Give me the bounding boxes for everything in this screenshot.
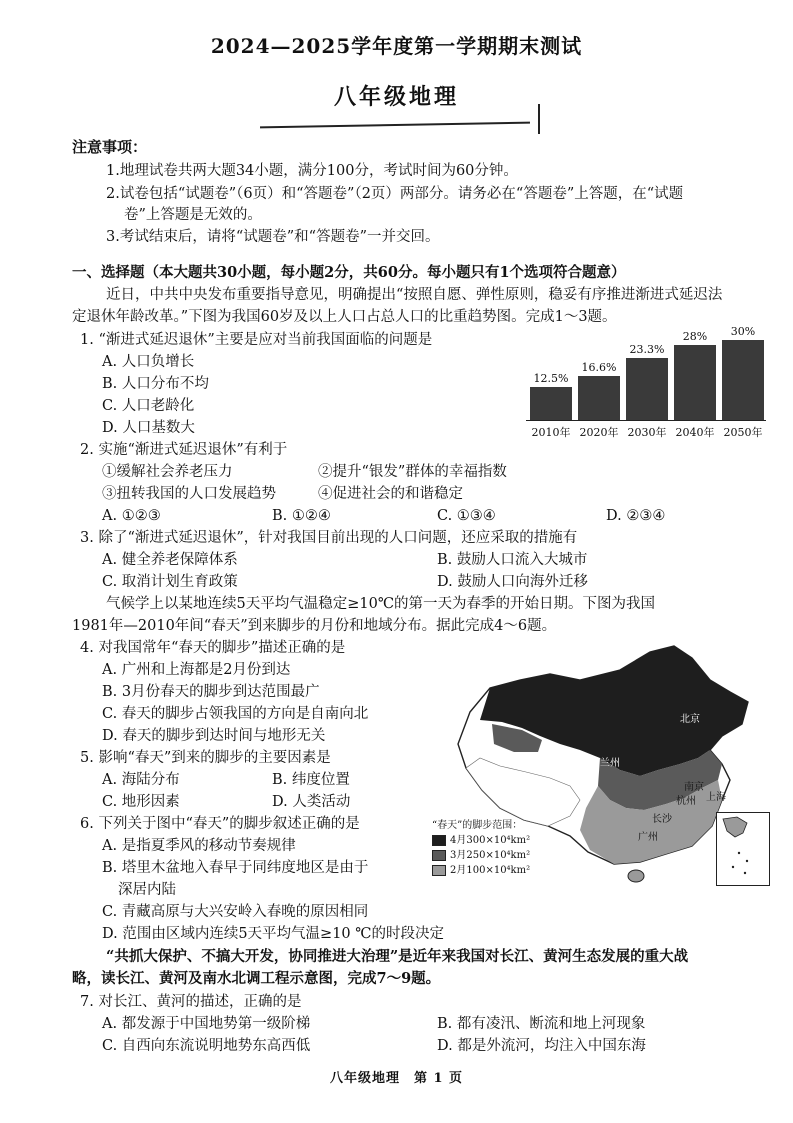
notice-heading: 注意事项： xyxy=(72,138,148,156)
city-label: 北京 xyxy=(680,714,700,725)
decorative-line xyxy=(260,122,530,129)
option: C. 春天的脚步占领我国的方向是自南向北 xyxy=(102,706,369,722)
question-stem: 6. 下列关于图中“春天”的脚步叙述正确的是 xyxy=(80,816,360,832)
choice: ②提升“银发”群体的幸福指数 xyxy=(318,464,507,480)
bar-value-label: 23.3% xyxy=(629,343,665,356)
legend-item xyxy=(432,863,530,878)
option: B. 鼓励人口流入大城市 xyxy=(437,552,588,568)
chart-baseline xyxy=(526,420,766,421)
option: C. 青藏高原与大兴安岭入春晚的原因相同 xyxy=(102,904,369,920)
option: A. 健全养老保障体系 xyxy=(102,552,238,568)
legend-title: “春天”的脚步范围： xyxy=(432,820,523,831)
option: C. ①③④ xyxy=(437,508,496,524)
inset-island xyxy=(738,852,740,854)
city-label: 兰州 xyxy=(600,758,620,769)
option: A. 海陆分布 xyxy=(102,772,180,788)
x-tick-label: 2050年 xyxy=(723,426,763,439)
legend-label: 3月250×10⁴km² xyxy=(450,850,531,861)
city-label: 杭州 xyxy=(676,796,696,807)
x-tick-label: 2010年 xyxy=(531,426,571,439)
city-label: 上海 xyxy=(706,792,726,803)
inset-island xyxy=(732,866,734,868)
intro-text: 略，读长江、黄河及南水北调工程示意图，完成7～9题。 xyxy=(72,970,441,987)
option: B. 都有凌汛、断流和地上河现象 xyxy=(437,1016,646,1032)
option: D. 范围由区域内连续5天平均气温≥10 ℃的时段决定 xyxy=(102,926,444,942)
inset-graphic xyxy=(717,813,769,885)
inset-island xyxy=(746,860,748,862)
question-stem: 1. “渐进式延迟退休”主要是应对当前我国面临的问题是 xyxy=(80,332,433,348)
legend-swatch xyxy=(432,865,446,876)
bar-value-label: 28% xyxy=(682,330,708,343)
chart-bar xyxy=(626,358,668,420)
bar-value-label: 30% xyxy=(730,325,756,338)
inset-coast xyxy=(723,817,747,837)
option: A. 是指夏季风的移动节奏规律 xyxy=(102,838,296,854)
intro-text: 近日，中共中央发布重要指导意见，明确提出“按照自愿、弹性原则，稳妥有序推进渐进式延迟法 xyxy=(106,287,723,303)
legend-label: 2月100×10⁴km² xyxy=(450,865,531,876)
notice-item: 1.地理试卷共两大题34小题，满分100分，考试时间为60分钟。 xyxy=(106,163,518,179)
option: D. 人类活动 xyxy=(272,794,351,810)
city-label: 广州 xyxy=(638,832,658,843)
legend-label: 4月300×10⁴km² xyxy=(450,835,531,846)
option: D. 人口基数大 xyxy=(102,420,195,436)
option: C. 自西向东流说明地势东高西低 xyxy=(102,1038,311,1054)
option: A. 都发源于中国地势第一级阶梯 xyxy=(102,1016,311,1032)
bar-value-label: 16.6% xyxy=(581,361,617,374)
intro-text: “共抓大保护、不搞大开发，协同推进大治理”是近年来我国对长江、黄河生态发展的重大战 xyxy=(106,948,689,965)
x-tick-label: 2020年 xyxy=(579,426,619,439)
question-stem: 3. 除了“渐进式延迟退休”，针对我国目前出现的人口问题，还应采取的措施有 xyxy=(80,530,578,546)
section-heading: 一、选择题（本大题共30小题，每小题2分，共60分。每小题只有1个选项符合题意） xyxy=(72,264,626,281)
chart-bar xyxy=(578,376,620,420)
bar-value-label: 12.5% xyxy=(533,372,569,385)
question-stem: 7. 对长江、黄河的描述，正确的是 xyxy=(80,994,302,1010)
option: B. 纬度位置 xyxy=(272,772,350,788)
choice: ③扭转我国的人口发展趋势 xyxy=(102,486,276,502)
question-stem: 5. 影响“春天”到来的脚步的主要因素是 xyxy=(80,750,331,766)
hainan-island xyxy=(628,870,644,882)
option: D. ②③④ xyxy=(606,508,666,524)
x-tick-label: 2030年 xyxy=(627,426,667,439)
option: C. 取消计划生育政策 xyxy=(102,574,238,590)
legend-item xyxy=(432,833,530,848)
legend-swatch xyxy=(432,850,446,861)
map-legend xyxy=(432,818,530,878)
chart-bar xyxy=(674,345,716,420)
question-stem: 4. 对我国常年“春天的脚步”描述正确的是 xyxy=(80,640,346,656)
page-footer: 八年级地理 第 1 页 xyxy=(329,1071,464,1086)
chart-bar xyxy=(530,387,572,420)
decorative-line xyxy=(538,104,540,134)
question-stem: 2. 实施“渐进式延迟退休”有利于 xyxy=(80,442,288,458)
city-label: 长沙 xyxy=(652,814,672,825)
option: 深居内陆 xyxy=(118,882,176,898)
notice-item: 3.考试结束后，请将“试题卷”和“答题卷”一并交回。 xyxy=(106,229,440,245)
intro-text: 气候学上以某地连续5天平均气温稳定≥10℃的第一天为春季的开始日期。下图为我国 xyxy=(106,596,656,612)
option: C. 人口老龄化 xyxy=(102,398,195,414)
choice: ①缓解社会养老压力 xyxy=(102,464,233,480)
option: D. 鼓励人口向海外迁移 xyxy=(437,574,588,590)
option: C. 地形因素 xyxy=(102,794,180,810)
option: B. ①②④ xyxy=(272,508,331,524)
option: A. ①②③ xyxy=(102,508,161,524)
legend-item xyxy=(432,848,530,863)
option: D. 春天的脚步到达时间与地形无关 xyxy=(102,728,326,744)
option: D. 都是外流河，均注入中国东海 xyxy=(437,1038,646,1054)
option: A. 广州和上海都是2月份到达 xyxy=(102,662,291,678)
option: B. 3月份春天的脚步到达范围最广 xyxy=(102,684,320,700)
choice: ④促进社会的和谐稳定 xyxy=(318,486,463,502)
notice-item: 卷”上答题是无效的。 xyxy=(124,207,262,223)
intro-text: 定退休年龄改革。”下图为我国60岁及以上人口占总人口的比重趋势图。完成1～3题。 xyxy=(72,309,617,325)
notice-item: 2.试卷包括“试题卷”（6页）和“答题卷”（2页）两部分。请务必在“答题卷”上答题，在“试题 xyxy=(106,186,684,202)
inset-island xyxy=(744,872,746,874)
option: B. 人口分布不均 xyxy=(102,376,209,392)
x-tick-label: 2040年 xyxy=(675,426,715,439)
intro-text: 1981年—2010年间“春天”到来脚步的月份和地域分布。据此完成4～6题。 xyxy=(72,618,557,634)
city-label: 南京 xyxy=(684,782,704,793)
legend-swatch xyxy=(432,835,446,846)
aging-population-chart xyxy=(526,318,766,442)
exam-title: 2024—2025学年度第一学期期末测试 xyxy=(210,34,583,58)
subject-title: 八年级地理 xyxy=(333,84,459,110)
south-china-sea-inset xyxy=(716,812,770,886)
chart-bar xyxy=(722,340,764,420)
option: B. 塔里木盆地入春早于同纬度地区是由于 xyxy=(102,860,369,876)
option: A. 人口负增长 xyxy=(102,354,195,370)
